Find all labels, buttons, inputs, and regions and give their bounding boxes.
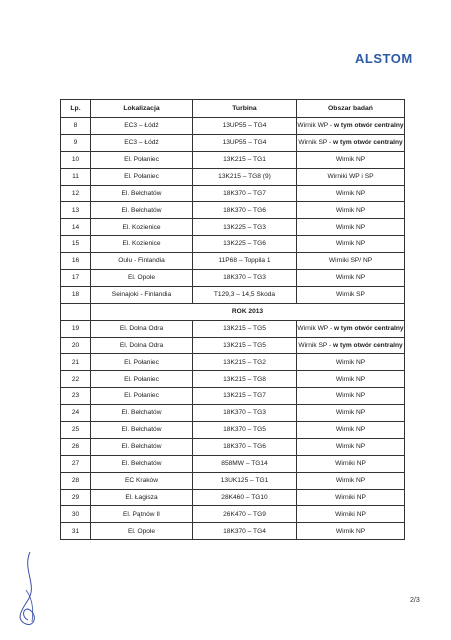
cell-scope: Wirnik SP - w tym otwór centralny bbox=[297, 337, 405, 354]
cell-location: El. Opole bbox=[91, 523, 193, 540]
table-row bbox=[61, 472, 405, 489]
cell-location: EC Kraków bbox=[91, 472, 193, 489]
cell-location: EC3 – Łódź bbox=[91, 134, 193, 151]
cell-lp: 21 bbox=[61, 354, 91, 371]
cell-location: El. Połaniec bbox=[91, 168, 193, 185]
table-header-row bbox=[61, 100, 405, 118]
cell-location: El. Kozienice bbox=[91, 219, 193, 236]
cell-location: El. Bełchatów bbox=[91, 438, 193, 455]
cell-location: El. Bełchatów bbox=[91, 405, 193, 422]
cell-scope: Wirnik NP bbox=[297, 202, 405, 219]
cell-scope: Wirnik WP - w tym otwór centralny bbox=[297, 320, 405, 337]
cell-scope: Wirnik SP bbox=[297, 286, 405, 303]
cell-scope: Wirnik NP bbox=[297, 236, 405, 253]
table-row bbox=[61, 219, 405, 236]
cell-lp: 20 bbox=[61, 337, 91, 354]
cell-scope: Wirnik SP - w tym otwór centralny bbox=[297, 134, 405, 151]
cell-turbine: 18K370 – TG3 bbox=[193, 270, 297, 287]
cell-location: El. Pątnów II bbox=[91, 506, 193, 523]
inspection-table bbox=[60, 99, 405, 540]
cell-scope: Wirnik WP - w tym otwór centralny bbox=[297, 118, 405, 135]
cell-scope: Wirnik NP bbox=[297, 185, 405, 202]
section-row bbox=[61, 303, 405, 320]
table-row bbox=[61, 320, 405, 337]
table-row bbox=[61, 405, 405, 422]
cell-turbine: 13K215 – TG2 bbox=[193, 354, 297, 371]
cell-scope: Wirnik NP bbox=[297, 270, 405, 287]
cell-location: El. Kozienice bbox=[91, 236, 193, 253]
alstom-logo bbox=[355, 51, 425, 65]
cell-lp: 19 bbox=[61, 320, 91, 337]
cell-scope: Wirnik NP bbox=[297, 354, 405, 371]
cell-turbine: 13UP55 – TG4 bbox=[193, 118, 297, 135]
table-body-2013 bbox=[61, 320, 405, 540]
page-number: 2/3 bbox=[410, 597, 420, 604]
cell-scope: Wirniki WP i SP bbox=[297, 168, 405, 185]
cell-turbine: 11P68 – Toppila 1 bbox=[193, 253, 297, 270]
cell-turbine: 858MW – TG14 bbox=[193, 455, 297, 472]
cell-location: Oulu - Finlandia bbox=[91, 253, 193, 270]
cell-lp: 23 bbox=[61, 388, 91, 405]
table-row bbox=[61, 185, 405, 202]
cell-turbine: 13K225 – TG6 bbox=[193, 236, 297, 253]
table-row bbox=[61, 523, 405, 540]
cell-scope: Wirniki SP/ NP bbox=[297, 253, 405, 270]
cell-location: El. Połaniec bbox=[91, 151, 193, 168]
table-row bbox=[61, 489, 405, 506]
cell-lp: 18 bbox=[61, 286, 91, 303]
cell-scope: Wirnik NP bbox=[297, 405, 405, 422]
table-row bbox=[61, 354, 405, 371]
cell-lp: 9 bbox=[61, 134, 91, 151]
logo-text: ALSTOM bbox=[355, 51, 413, 66]
cell-scope: Wirnik NP bbox=[297, 371, 405, 388]
table-row bbox=[61, 236, 405, 253]
cell-turbine: 18K370 – TG3 bbox=[193, 405, 297, 422]
cell-lp: 30 bbox=[61, 506, 91, 523]
cell-lp: 11 bbox=[61, 168, 91, 185]
table-row bbox=[61, 151, 405, 168]
cell-location: El. Łagisza bbox=[91, 489, 193, 506]
cell-lp: 29 bbox=[61, 489, 91, 506]
table-row bbox=[61, 134, 405, 151]
cell-turbine: 13K215 – TG5 bbox=[193, 320, 297, 337]
table-row bbox=[61, 253, 405, 270]
cell-lp: 13 bbox=[61, 202, 91, 219]
cell-location: El. Połaniec bbox=[91, 371, 193, 388]
cell-scope: Wirnik NP bbox=[297, 472, 405, 489]
cell-turbine: 13K225 – TG3 bbox=[193, 219, 297, 236]
cell-scope: Wirnik NP bbox=[297, 422, 405, 439]
table-row bbox=[61, 337, 405, 354]
table-row bbox=[61, 371, 405, 388]
cell-lp: 22 bbox=[61, 371, 91, 388]
cell-turbine: 26K470 – TG9 bbox=[193, 506, 297, 523]
cell-location: El. Dolna Odra bbox=[91, 337, 193, 354]
cell-lp: 27 bbox=[61, 455, 91, 472]
cell-location: El. Dolna Odra bbox=[91, 320, 193, 337]
header-turbine: Turbina bbox=[193, 100, 297, 118]
cell-location: El. Opole bbox=[91, 270, 193, 287]
cell-scope: Wirniki NP bbox=[297, 506, 405, 523]
cell-lp: 31 bbox=[61, 523, 91, 540]
table-row bbox=[61, 506, 405, 523]
table-row bbox=[61, 168, 405, 185]
cell-lp: 26 bbox=[61, 438, 91, 455]
cell-turbine: 13K215 – TG1 bbox=[193, 151, 297, 168]
cell-turbine: 13K215 – TG7 bbox=[193, 388, 297, 405]
table-row bbox=[61, 270, 405, 287]
cell-turbine: 18K370 – TG4 bbox=[193, 523, 297, 540]
cell-scope: Wirnik NP bbox=[297, 438, 405, 455]
cell-location: El. Bełchatów bbox=[91, 202, 193, 219]
cell-lp: 10 bbox=[61, 151, 91, 168]
cell-location: EC3 – Łódź bbox=[91, 118, 193, 135]
table-body-2012 bbox=[61, 118, 405, 304]
cell-location: El. Bełchatów bbox=[91, 455, 193, 472]
table-row bbox=[61, 455, 405, 472]
cell-turbine: 13UK125 – TG1 bbox=[193, 472, 297, 489]
cell-lp: 25 bbox=[61, 422, 91, 439]
cell-location: Seinajoki - Finlandia bbox=[91, 286, 193, 303]
table-row bbox=[61, 422, 405, 439]
cell-scope: Wirniki NP bbox=[297, 489, 405, 506]
cell-turbine: 18K370 – TG7 bbox=[193, 185, 297, 202]
cell-location: El. Bełchatów bbox=[91, 422, 193, 439]
cell-scope: Wirnik NP bbox=[297, 151, 405, 168]
cell-turbine: 13K215 – TG8 bbox=[193, 371, 297, 388]
cell-turbine: 18K370 – TG5 bbox=[193, 422, 297, 439]
cell-lp: 28 bbox=[61, 472, 91, 489]
cell-scope: Wirnik NP bbox=[297, 388, 405, 405]
cell-lp: 15 bbox=[61, 236, 91, 253]
header-scope: Obszar badań bbox=[297, 100, 405, 118]
table-row bbox=[61, 202, 405, 219]
cell-turbine: 18K370 – TG6 bbox=[193, 202, 297, 219]
cell-scope: Wirniki NP bbox=[297, 455, 405, 472]
cell-turbine: 28K460 – TG10 bbox=[193, 489, 297, 506]
cell-location: El. Bełchatów bbox=[91, 185, 193, 202]
cell-lp: 12 bbox=[61, 185, 91, 202]
header-lp: Lp. bbox=[61, 100, 91, 118]
header-location: Lokalizacja bbox=[91, 100, 193, 118]
cell-lp: 14 bbox=[61, 219, 91, 236]
cell-turbine: 13UP55 – TG4 bbox=[193, 134, 297, 151]
cell-lp: 24 bbox=[61, 405, 91, 422]
cell-turbine: 13K215 – TG5 bbox=[193, 337, 297, 354]
cell-turbine: 13K215 – TG8 (9) bbox=[193, 168, 297, 185]
table-row bbox=[61, 286, 405, 303]
cell-lp: 17 bbox=[61, 270, 91, 287]
table-row bbox=[61, 438, 405, 455]
handwritten-signature bbox=[8, 550, 48, 630]
section-label: ROK 2013 bbox=[91, 303, 405, 320]
table-row bbox=[61, 388, 405, 405]
cell-location: El. Połaniec bbox=[91, 354, 193, 371]
cell-location: El. Połaniec bbox=[91, 388, 193, 405]
cell-turbine: T129,3 – 14,5 Skoda bbox=[193, 286, 297, 303]
cell-lp: 16 bbox=[61, 253, 91, 270]
cell-turbine: 18K370 – TG6 bbox=[193, 438, 297, 455]
cell-scope: Wirnik NP bbox=[297, 523, 405, 540]
cell-scope: Wirnik NP bbox=[297, 219, 405, 236]
table-row bbox=[61, 118, 405, 135]
cell-lp: 8 bbox=[61, 118, 91, 135]
